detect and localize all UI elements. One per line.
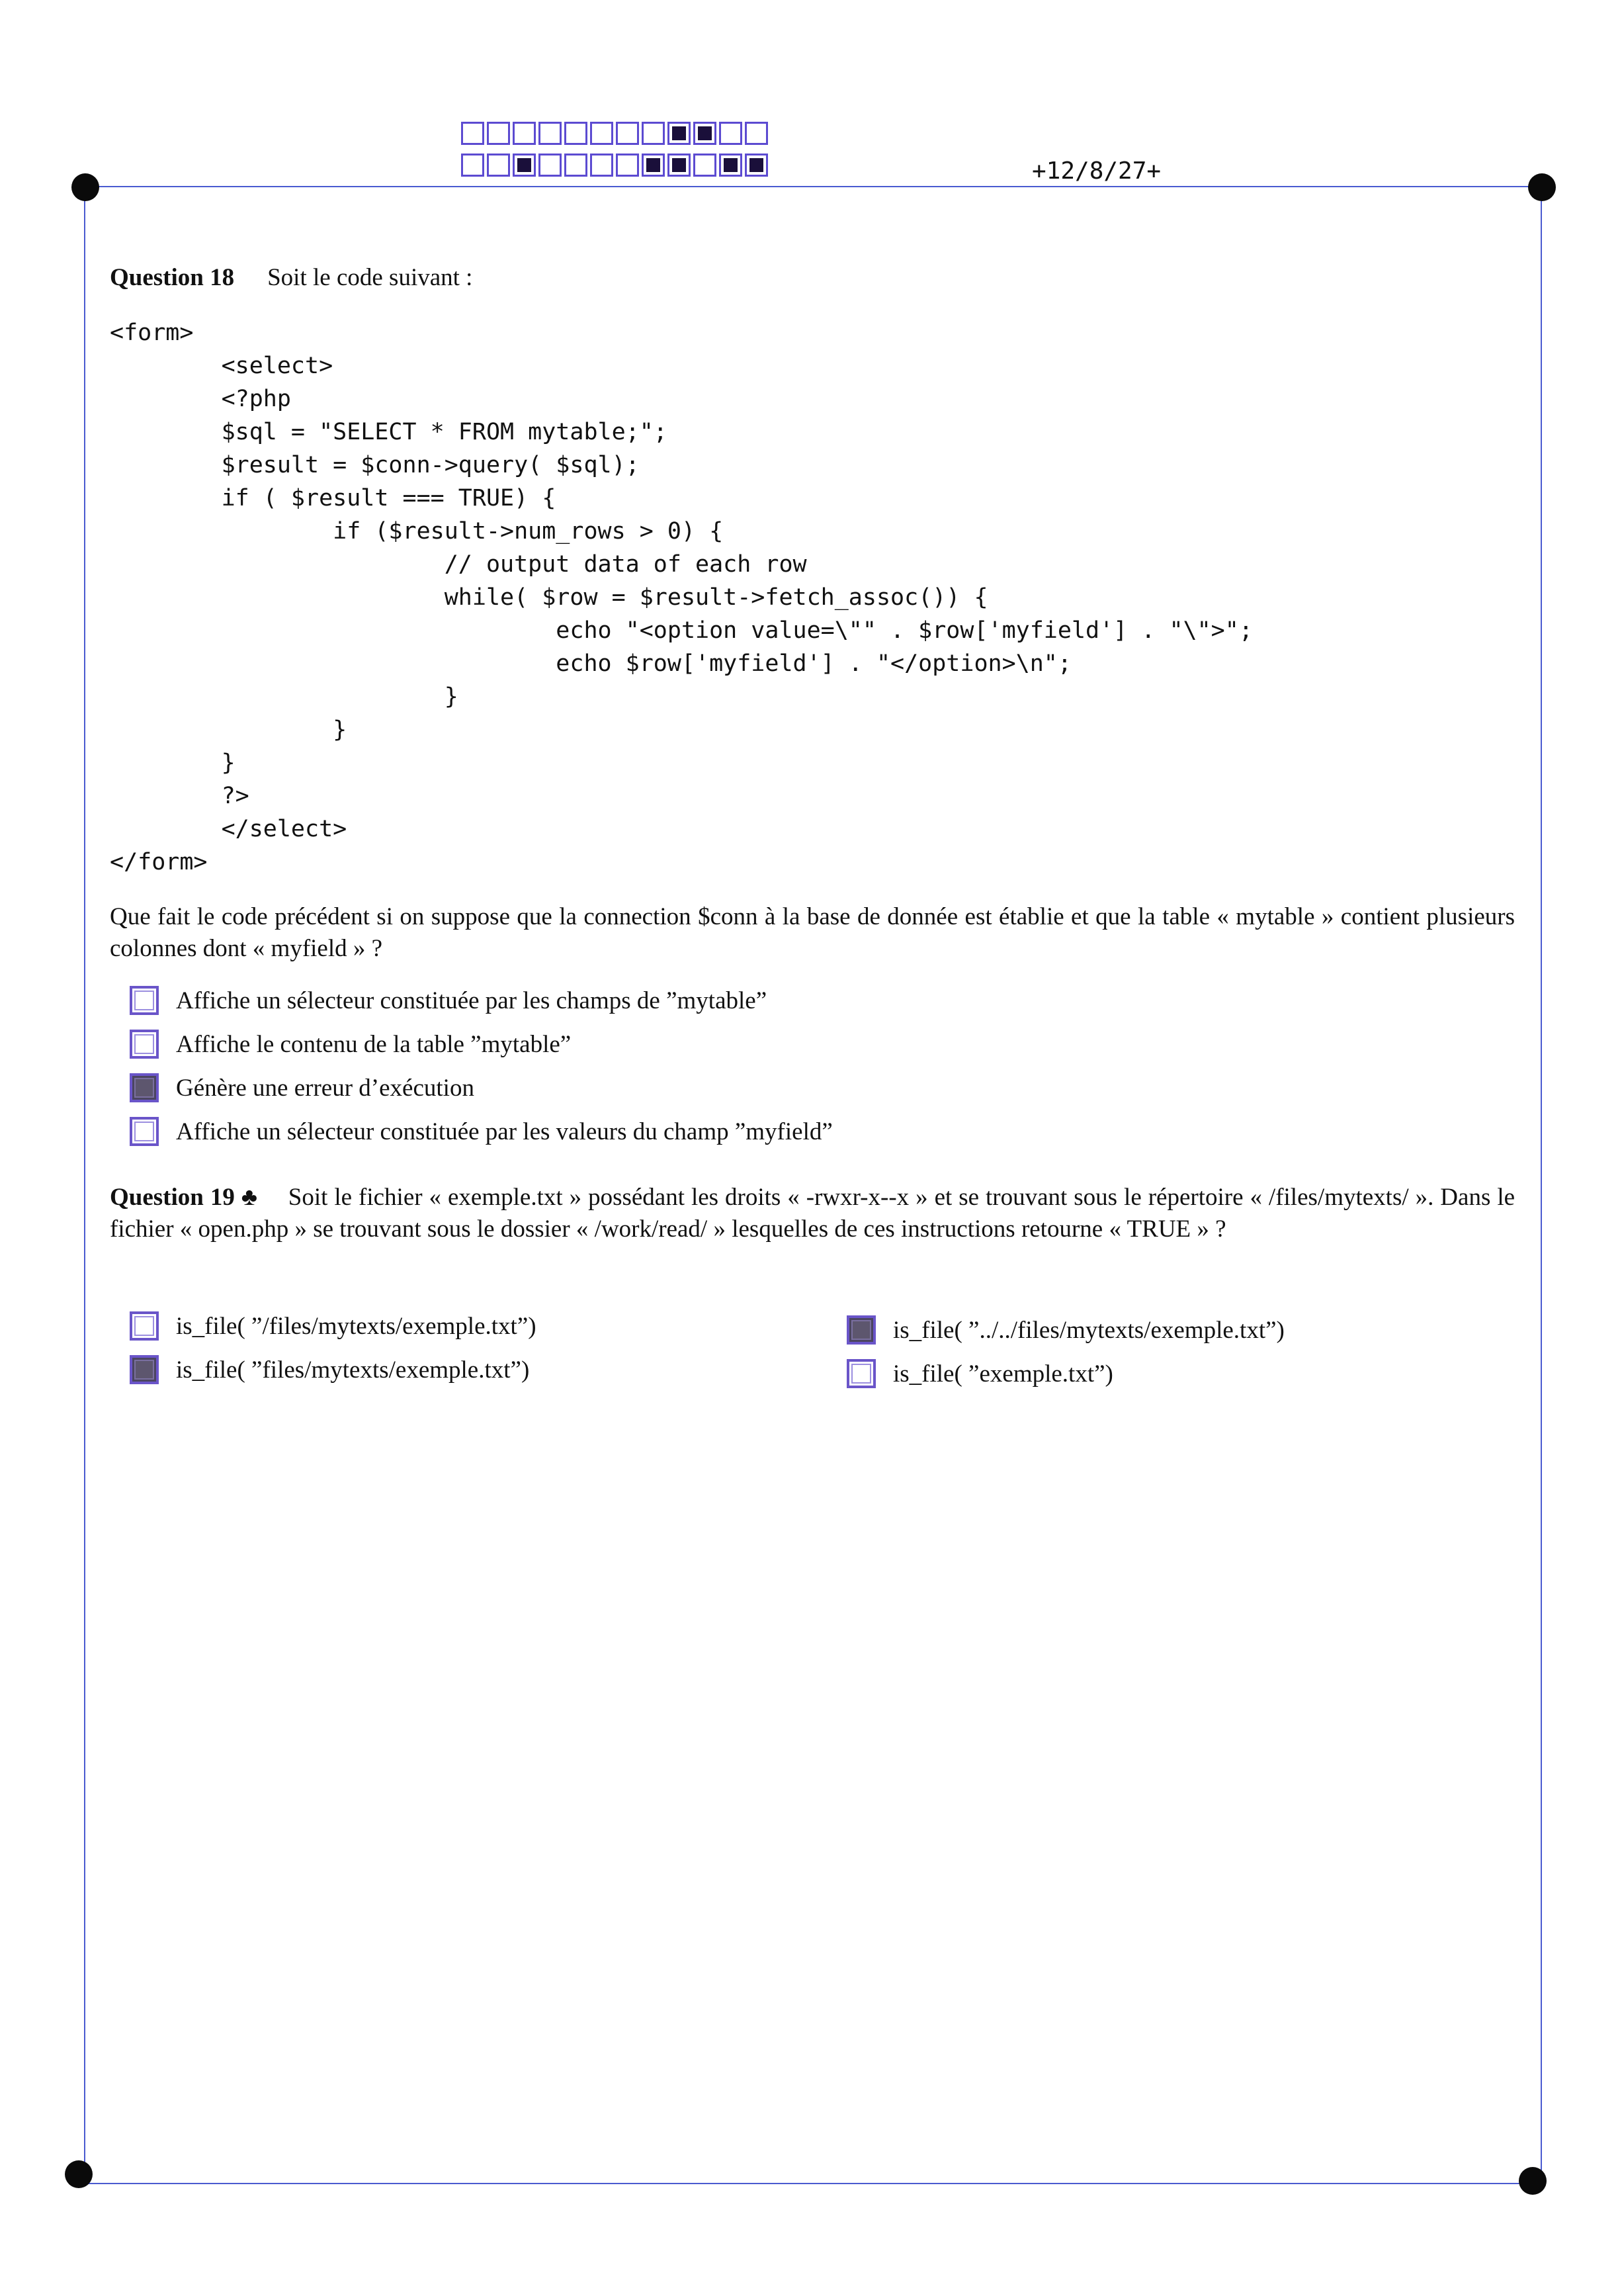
checkbox[interactable]: [130, 1073, 159, 1102]
option-label: is_file( ”files/mytexts/exemple.txt”): [176, 1356, 530, 1384]
question-18-number: Question 18: [110, 264, 235, 291]
barcode-row-2: [461, 154, 771, 177]
barcode-cell: [719, 154, 742, 177]
barcode-cell: [461, 154, 484, 177]
barcode-cell: [487, 122, 510, 145]
checkbox[interactable]: [847, 1315, 876, 1345]
corner-mark-bottom-left: [65, 2160, 93, 2188]
option-label: is_file( ”../../files/mytexts/exemple.txt”): [893, 1316, 1285, 1344]
barcode-cell: [538, 154, 562, 177]
q19-option-3[interactable]: [847, 1315, 1285, 1345]
barcode-cell: [564, 154, 587, 177]
corner-mark-top-left: [71, 173, 99, 201]
barcode-cell: [461, 122, 484, 145]
page-id: +12/8/27+: [1032, 157, 1162, 185]
question-19-body: Soit le fichier « exemple.txt » possédant les droits « -rwxr-x--x » et se trouvant sous le répertoire « /files/mytexts/ ». Dans le fichier « open.php » se trouvant sous le dossier « /work/read/ » lesquelles de ces instructions retourne « TRUE » ?: [110, 1184, 1515, 1243]
barcode-cell: [667, 122, 691, 145]
barcode-cell: [538, 122, 562, 145]
checkbox[interactable]: [130, 1311, 159, 1341]
option-label: is_file( ”exemple.txt”): [893, 1360, 1113, 1388]
option-label: is_file( ”/files/mytexts/exemple.txt”): [176, 1312, 536, 1340]
barcode-cell: [745, 122, 768, 145]
q18-option-1[interactable]: [130, 986, 767, 1015]
checkbox[interactable]: [847, 1359, 876, 1388]
q19-option-2[interactable]: [130, 1355, 529, 1384]
option-label: Affiche un sélecteur constituée par les champs de ”mytable”: [176, 987, 767, 1014]
barcode-cell: [642, 122, 665, 145]
barcode-cell: [693, 154, 716, 177]
barcode-cell: [513, 154, 536, 177]
question-18-text: Que fait le code précédent si on suppose que la connection $conn à la base de donnée est établie et que la table « mytable » contient plusieurs colonnes dont « myfield » ?: [110, 903, 1515, 962]
barcode-cell: [616, 154, 639, 177]
barcode-cell: [719, 122, 742, 145]
corner-mark-bottom-right: [1519, 2167, 1547, 2195]
barcode-cell: [564, 122, 587, 145]
club-icon: ♣: [241, 1184, 258, 1211]
barcode-cell: [642, 154, 665, 177]
checkbox[interactable]: [130, 1117, 159, 1146]
corner-mark-top-right: [1528, 173, 1556, 201]
q19-option-4[interactable]: [847, 1359, 1113, 1388]
barcode-cell: [590, 122, 613, 145]
q18-option-4[interactable]: [130, 1117, 833, 1146]
barcode-cell: [667, 154, 691, 177]
question-19-text: [110, 1182, 1515, 1245]
question-18-heading: [110, 263, 472, 292]
question-19-number: Question 19: [110, 1184, 235, 1211]
barcode-cell: [693, 122, 716, 145]
barcode-cell: [487, 154, 510, 177]
question-18-intro: Soit le code suivant :: [267, 264, 473, 291]
barcode-row-1: [461, 122, 771, 145]
barcode-cell: [745, 154, 768, 177]
option-label: Affiche le contenu de la table ”mytable”: [176, 1030, 572, 1058]
checkbox[interactable]: [130, 1030, 159, 1059]
barcode-cell: [513, 122, 536, 145]
barcode-cell: [616, 122, 639, 145]
checkbox[interactable]: [130, 1355, 159, 1384]
q19-option-1[interactable]: [130, 1311, 536, 1341]
option-label: Génère une erreur d’exécution: [176, 1074, 474, 1102]
option-label: Affiche un sélecteur constituée par les valeurs du champ ”myfield”: [176, 1118, 833, 1145]
code-block: <form> <select> <?php $sql = "SELECT * FROM mytable;"; $result = $conn->query( $sql); if ( $result === TRUE) { if ($result->num_rows > 0) { // output data of each row while( $row = $result->fetch_assoc()) { echo "<option value=\"" . $row['myfield'] . "\">"; echo $row['myfield'] . "</option>\n"; } } } ?> </select> </form>: [110, 320, 1253, 875]
barcode-cell: [590, 154, 613, 177]
q18-option-3[interactable]: [130, 1073, 474, 1102]
checkbox[interactable]: [130, 986, 159, 1015]
q18-option-2[interactable]: [130, 1030, 571, 1059]
